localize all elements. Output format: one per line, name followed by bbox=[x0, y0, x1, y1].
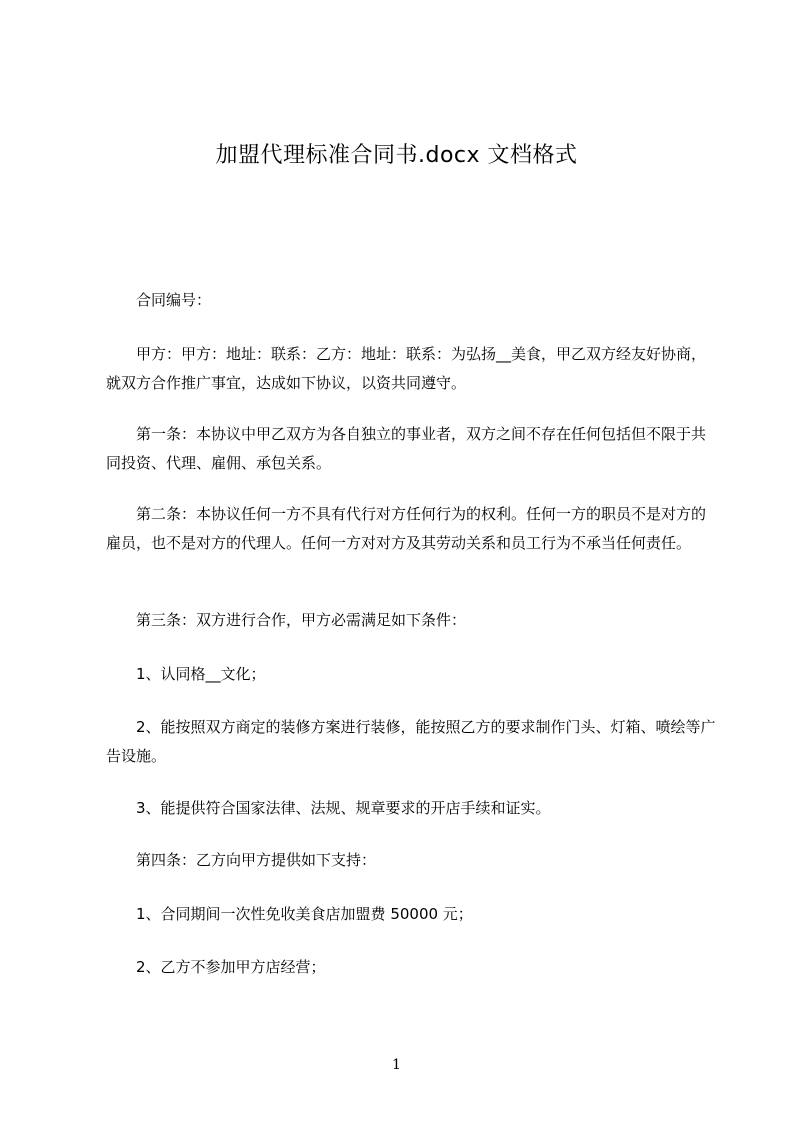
article-two-paragraph: 第二条：本协议任何一方不具有代行对方任何行为的权利。任何一方的职员不是对方的雇员，也不是对方的代理人。任何一方对对方及其劳动关系和员工行为不承当任何责任。 bbox=[106, 505, 707, 552]
document-title: 加盟代理标准合同书.docx 文档格式 bbox=[215, 143, 578, 168]
condition-item-2: 2、能按照双方商定的装修方案进行装修，能按照乙方的要求制作门头、灯箱、喷绘等广告设施。 bbox=[106, 718, 716, 765]
article-four-paragraph: 第四条：乙方向甲方提供如下支持： bbox=[136, 851, 377, 869]
condition-item-3: 3、能提供符合国家法律、法规、规章要求的开店手续和证实。 bbox=[136, 799, 551, 817]
support-item-1: 1、合同期间一次性免收美食店加盟费 50000 元； bbox=[136, 905, 473, 923]
contract-number-paragraph: 合同编号： bbox=[136, 291, 212, 309]
page-number: 1 bbox=[392, 1057, 401, 1073]
article-one-paragraph: 第一条：本协议中甲乙双方为各自独立的事业者，双方之间不存在任何包括但不限于共同投资、代理、雇佣、承包关系。 bbox=[106, 425, 707, 472]
condition-item-1: 1、认同格__文化； bbox=[136, 665, 266, 683]
parties-paragraph: 甲方：甲方：地址：联系：乙方：地址：联系：为弘扬__美食，甲乙双方经友好协商，就双方合作推广事宜，达成如下协议，以资共同遵守。 bbox=[106, 345, 707, 392]
article-three-paragraph: 第三条：双方进行合作，甲方必需满足如下条件： bbox=[136, 611, 467, 629]
support-item-2: 2、乙方不参加甲方店经营； bbox=[136, 958, 326, 976]
